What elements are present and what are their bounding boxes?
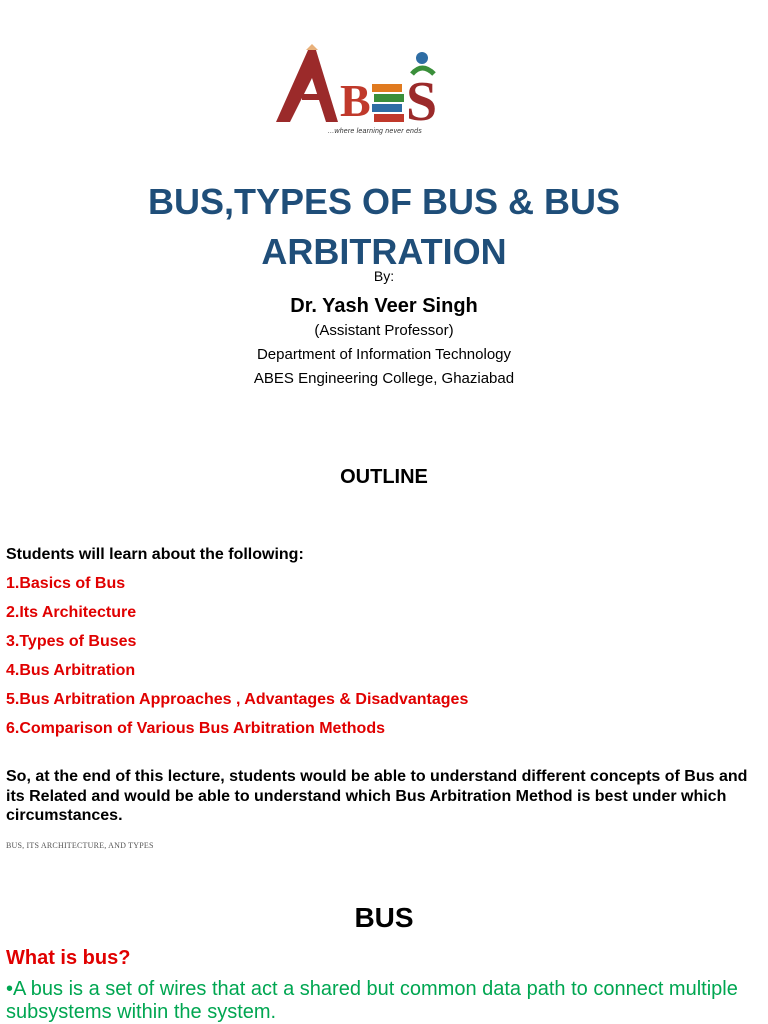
logo-letter-b: B: [340, 75, 371, 126]
author-department: Department of Information Technology: [256, 346, 512, 363]
bus-heading: BUS: [354, 902, 414, 933]
books-icon: [372, 84, 404, 122]
list-item: 5.Bus Arbitration Approaches , Advantages & Disadvantages: [6, 691, 469, 708]
outline-intro: Students will learn about the following:: [6, 546, 304, 563]
logo-letter-s: S: [406, 71, 438, 133]
bus-definition: •A bus is a set of wires that act a shared but common data path to connect multiple subsystems within the system.: [6, 978, 738, 1023]
list-item: 3.Types of Buses: [6, 633, 137, 650]
logo-tagline: ...where learning never ends: [328, 128, 422, 135]
abes-logo-graphic: [268, 44, 464, 134]
abes-logo: [268, 44, 464, 152]
author-name: Dr. Yash Veer Singh: [290, 295, 478, 317]
topic-list: [6, 573, 468, 747]
person-icon: [416, 52, 428, 64]
list-item: 4.Bus Arbitration: [6, 662, 136, 679]
list-item: 6.Comparison of Various Bus Arbitration Methods: [6, 720, 385, 737]
author-college: ABES Engineering College, Ghaziabad: [253, 370, 515, 387]
author-role: (Assistant Professor): [314, 322, 454, 339]
outline-summary: So, at the end of this lecture, students would be able to understand different concepts of Bus and its Related and would be able to understand which Bus Arbitration Method is best under which circumstances.: [6, 768, 748, 824]
byline-label: By:: [373, 268, 395, 284]
pencil-tip-icon: [306, 44, 318, 50]
section-caption: BUS, ITS ARCHITECTURE, AND TYPES: [6, 841, 154, 850]
list-item: 1.Basics of Bus: [6, 575, 126, 592]
bus-question: What is bus?: [6, 947, 131, 969]
outline-heading: OUTLINE: [340, 466, 428, 488]
title-line-1: BUS,TYPES OF BUS & BUS: [147, 181, 621, 222]
list-item: 2.Its Architecture: [6, 604, 137, 621]
title-line-2: ARBITRATION: [261, 231, 507, 272]
logo-letter-a: [276, 50, 338, 122]
